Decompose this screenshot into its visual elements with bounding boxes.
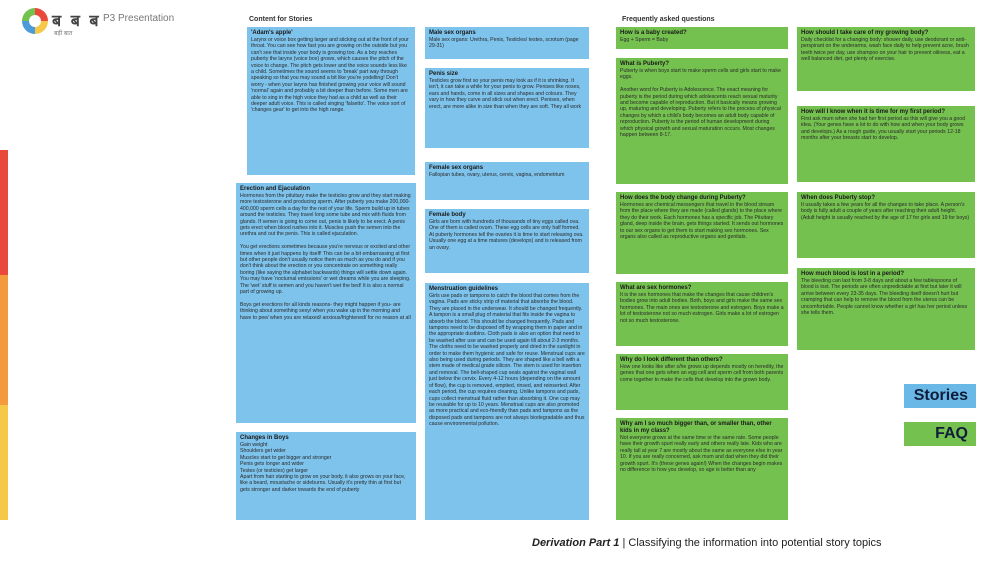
card-body: Girls are born with hundreds of thousands of tiny eggs called ova. One of them is called ovum. These egg cells are only half formed. At puberty hormones tell the ovaries it is time to start releasing ova. Usually one egg at a time matures (develops) and is released from an ovary. [429,219,584,251]
faq-card-what-is-puberty[interactable] [616,58,788,184]
faq-card-blood-lost[interactable] [797,268,975,350]
card-body: Puberty is when boys start to make sperm cells and girls start to make eggs. Another word for Puberty is Adolescence. The exact meaning for puberty is the period during which adolescents reach sexual maturity and become capable of reproduction. But it basically means growing up, maturing and developing. Puberty refers to the process of physical changes by which a child's body becomes an adult body capable of reproduction. Puberty is the period of human development during which physical growth and sexual maturation occurs. Most changes happen between 8-17. [620,68,781,139]
story-card-male-sex-organs[interactable] [425,27,589,59]
card-title: When does Puberty stop? [801,195,876,201]
faq-heading: Frequently asked questions [622,16,715,23]
card-title: What are sex hormones? [620,285,692,291]
story-card-menstruation[interactable] [425,283,589,520]
faq-card-take-care[interactable] [797,27,975,91]
card-title: 'Adam's apple' [251,30,293,36]
card-body: It usually takes a few years for all the changes to take place. A person's body is fully adult a couple of years after reaching their adult height. (Adult height is usually reached by the age of 17 for girls and 19 for boys) [801,202,970,221]
accent-bar-yellow [0,405,8,520]
card-body: The bleeding can last from 3-8 days and about a few tablespoons of blood is lost. The periods are often unpredictable at first but later it will arrive between every 23-35 days. The bleeding itself doesn't hurt but cramping that can help to remove the blood from the uterus can be uncomfortable. People cannot know whether a girl has her period unless she tells them. [801,278,968,317]
accent-bar-red [0,150,8,275]
card-title: Menstruation guidelines [429,286,499,292]
faq-card-first-period[interactable] [797,106,975,182]
card-body: Larynx or voice box getting larger and sticking out at the front of your throat. You can see how fast you are growing on the outside but you can't see that inside your body is growing too. As a boy reaches puberty the larynx (voice box) grows, which causes the pitch of the voice to change. The pitch gets lower and the voice sounds less like a child. Sometimes the sound seems to 'break' part way through speaking so that you may sound a bit like you're yodelling! Don't worry - when your larynx has finished growing your voice will sound 'normal' again and probably a bit deeper than before. Some men are able to sing in the high voice they had as a child as well as their deeper adult voice. This is called singing 'falsetto'. The voice sort of 'changes gear' to get into the high range. [251,37,409,114]
faq-card-body-change[interactable] [616,192,788,274]
slide-caption [532,537,882,549]
card-title: How much blood is lost in a period? [801,271,905,277]
faq-card-look-different[interactable] [616,354,788,410]
card-title: Why do I look different than others? [620,357,723,363]
stories-button[interactable]: Stories [904,384,976,408]
card-title: What is Puberty? [620,61,670,67]
card-body: How one looks like after s/he grows up depends mostly on heredity, the genes that one gets when an egg cell and sperm cell from both parents come together to make the cells that develop into the grown body. [620,364,784,383]
faq-card-baby-created[interactable] [616,27,788,49]
story-card-female-sex-organs[interactable] [425,162,589,200]
faq-button[interactable]: FAQ [904,422,976,446]
card-body: First ask mum when she had her first period as this will give you a good idea. (Your genes have a lot to do with how and when your body grows and develops.) As a rough guide, you usually start your periods 12-18 months after your breasts start to develop. [801,116,966,142]
card-body: Gain weight Shoulders get wider Muscles start to get bigger and stronger Penis gets longer and wider Testes (or testicles) get larger Apart from hair starting to grow on your body, it also grows on your face, like a beard, moustache or sideburns. Usually it's pretty thin at first but gets stronger and darker towards the end of puberty [240,442,406,493]
card-title: How should I take care of my growing body? [801,30,929,36]
card-title: Female body [429,212,466,218]
card-title: How does the body change during Puberty? [620,195,746,201]
card-title: Penis size [429,71,459,77]
card-body: Daily checklist for a changing body: shower daily, use deodorant or anti-perspirant on the underarms, wash face daily to help prevent acne, brush teeth twice per day, use shampoo on your hair to prevent oiliness, eat a well balanced diet, get plenty of exercise. [801,37,969,63]
caption-rest: | Classifying the information into potential story topics [619,537,882,549]
card-body: Egg + Sperm = Baby [620,37,669,43]
presentation-title: P3 Presentation [103,13,175,24]
accent-bar-orange [0,275,8,405]
card-body: Not everyone grows at the same time or the same rate. Some people have their growth spurt really early and others really late. Kids who are really tall at year 7 are mostly about the same as everyone else in year 10. If you are really concerned, ask mum and dad when they did their growth spurt. It's (these genes again!) When the changes begin makes no difference to how you develop, so age is better than any [620,435,783,474]
card-body: Girls use pads or tampons to catch the blood that comes from the vagina. Pads are sticky strip of material that absorbs the blood. They are placed in the underwear. It should be changed frequently. A tampon is a small plug of material that fits inside the vagina to absorb the blood. This should be changed frequently. Pads and tampons need to be disposed off by wrapping them in paper and in the appropriate dustbins. Cloth pads is also an option that need to be washed after use and can be used again till about 2-3 months. The cloths need to be washed properly and dried in the sunlight in order to make them hygienic and safe for reuse. Menstrual cups are also being used during periods. They are shaped like a bell with a stem made of medical grade silicon. The stem is used for insertion and removal. The bell-shaped cup seals against the vaginal wall just below the cervix. Every 4-12 hours (depending on the amount of flow), the cup is removed, emptied, rinsed, and reinserted. After each period, the cup requires cleaning. Unlike tampons and pads, cups collect menstrual fluid rather than absorbing it. One cup may be reusable for up to 10 years. Menstrual cups are also promoted as more practical and eco-friendly than pads and tampons as the disposed pads and tampons are not always biodegradable and thus cause environmental pollution. [429,293,585,428]
card-body: Male sex organs: Urethra, Penis, Testicles/ testes, scrotum (page 29-31) [429,37,579,50]
stories-heading: Content for Stories [249,16,313,23]
card-body: Fallopian tubes, ovary, uterus, cervix, vagina, endometrium [429,172,565,178]
card-title: Male sex organs [429,30,476,36]
story-card-changes-in-boys[interactable] [236,432,416,520]
card-title: Female sex organs [429,165,484,171]
faq-card-bigger-smaller[interactable] [616,418,788,520]
card-title: How will I know when it is time for my first period? [801,109,946,115]
faq-card-sex-hormones[interactable] [616,282,788,346]
story-card-erection[interactable] [236,183,416,423]
card-title: How is a baby created? [620,30,687,36]
logo-icon [22,8,48,34]
story-card-penis-size[interactable] [425,68,589,148]
card-body: It is the sex hormones that make the changes that cause children's bodies grow into adult bodies. Both, boys and girls make the same sex hormones. The main ones are testosterone and estrogen. Boys make a lot of testosterone not so much estrogen. Girls make a lot of estrogen not so much testosterone. [620,292,784,324]
story-card-adams-apple[interactable] [247,27,415,175]
card-body: Testicles grow first so your penis may look as if it is shrinking. It isn't, it can take a while for your penis to grow. Penises like noses, ears and hands, come in all sizes and shapes and colours. They vary in how they curve and stick out when erect. Penises, when erect, are more alike in size than when they are soft. They all work [429,78,582,110]
card-title: Why am I so much bigger than, or smaller than, other kids in my class? [620,421,772,434]
brand-name: ब ब ब [52,11,101,30]
card-body: Hormones from the pituitary make the testicles grow and they start making more testosterone and producing sperm. After puberty you make 200,000-400,000 sperm cells a day for the rest of your life. Sperm build up in tubes around the testicles. They travel long some tube and mix with fluids from glands. If semen is going to come out, penis is likely to be erect. A penis gets erect when blood rushes into it. Muscles push the semen into the urethra and out the penis. This is called ejaculation. You get erections sometimes because you're nervous or excited and other times when it just happens by itself! This can be a bit embarrassing at first but other people don't usually notice them as much as you do and if you don't think about the erection or you concentrate on something really boring (like saying the alphabet backwards) things will settle down again. You may have 'nocturnal emissions' or wet dreams while you are sleeping. The 'wet' stuff is semen and you haven't wet the bed! It is also a normal part of growing up. Boys get erections for all kinds reasons- they might happen if you- are thinking about something sexy/ when you wake up in the morning and have to pee/ when you are relaxed/ anxious/frightened/ for no reason at all [240,193,411,321]
story-card-female-body[interactable] [425,209,589,273]
faq-card-puberty-stop[interactable] [797,192,975,258]
card-title: Erection and Ejaculation [240,186,311,192]
card-title: Changes in Boys [240,435,289,441]
card-body: Hormones are chemical messengers that travel in the blood stream from the place where they are made (called glands) to the place where they do their work. Each hormones has a specific job. The Pituitary gland, deep inside the brain, gets things started. It sends out hormones to our sex organs to get them to start making sex hormones. Sex organs also called as reproductive organs and genitals. [620,202,784,241]
brand-subtitle: बड़ी बात [54,31,73,37]
caption-bold: Derivation Part 1 [532,537,620,549]
